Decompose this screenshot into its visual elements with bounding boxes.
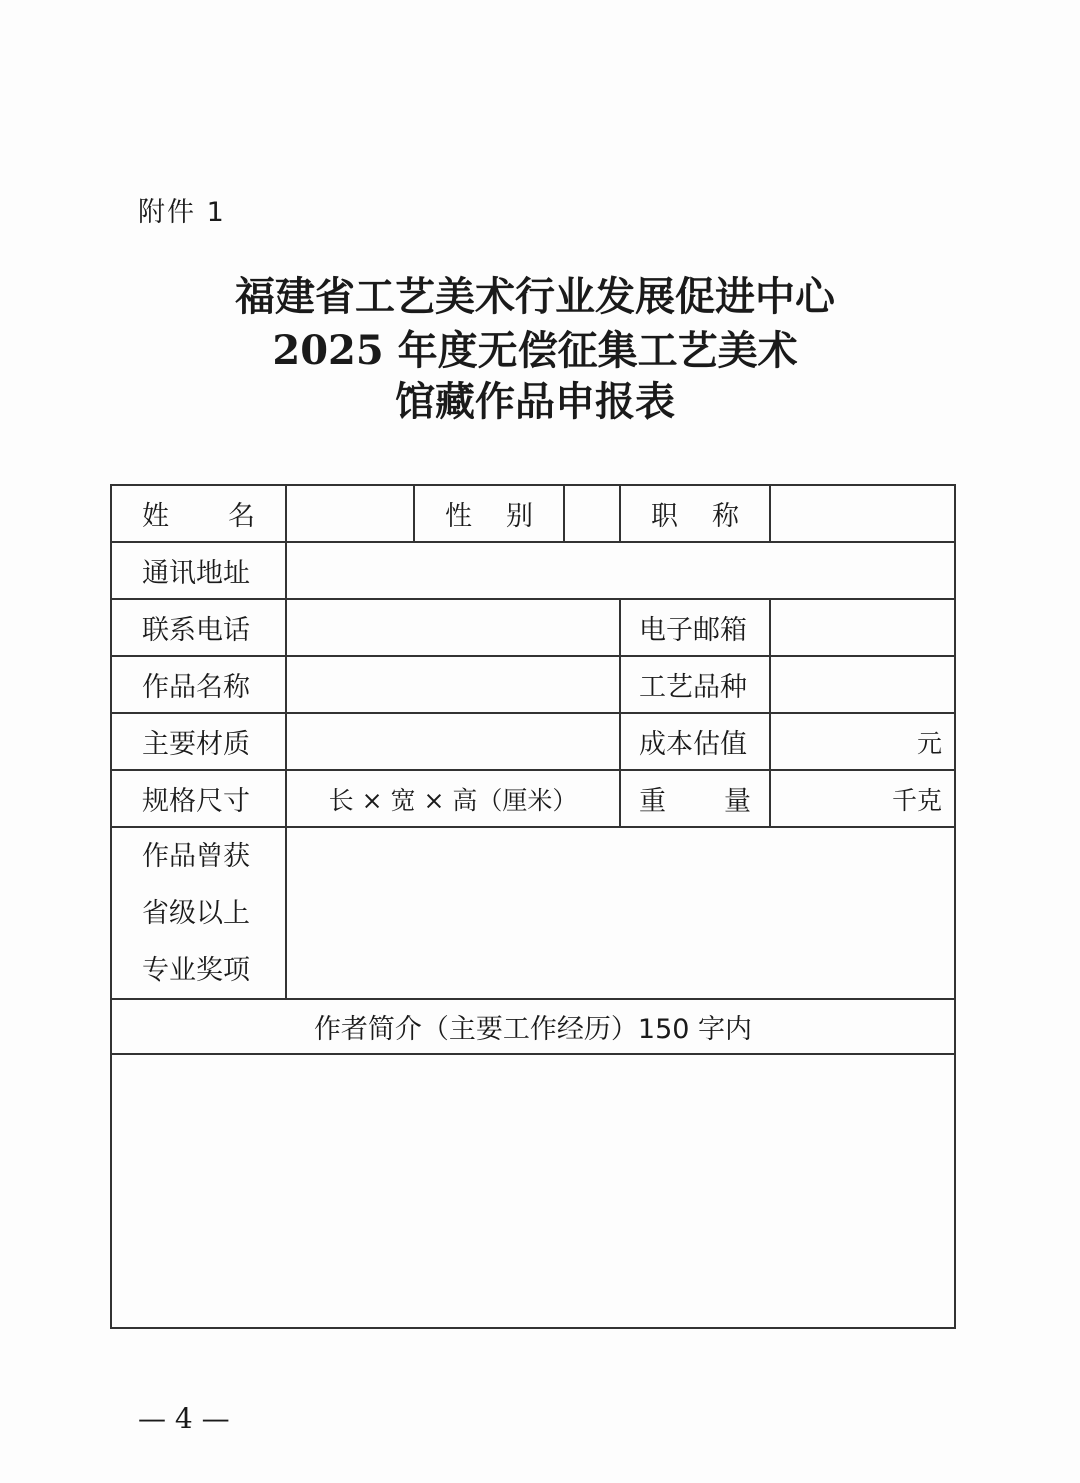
gender-label: 性 别 xyxy=(413,484,565,543)
material-field[interactable] xyxy=(285,712,621,771)
email-label: 电子邮箱 xyxy=(619,598,771,657)
awards-field[interactable] xyxy=(285,826,956,1000)
bio-header: 作者简介（主要工作经历）150 字内 xyxy=(110,998,956,1055)
phone-field[interactable] xyxy=(285,598,621,657)
page-number: — 4 — xyxy=(138,1402,230,1435)
gender-field[interactable] xyxy=(563,484,621,543)
job-title-label: 职 称 xyxy=(619,484,771,543)
size-field[interactable] xyxy=(285,769,621,828)
address-label: 通讯地址 xyxy=(110,541,287,600)
weight-unit: 千克 xyxy=(891,785,942,815)
name-field[interactable] xyxy=(285,484,415,543)
cost-label: 成本估值 xyxy=(619,712,771,771)
attachment-label: 附件 1 xyxy=(138,197,226,228)
weight-label: 重 量 xyxy=(619,769,771,828)
size-label: 规格尺寸 xyxy=(110,769,287,828)
weight-field[interactable] xyxy=(769,769,956,828)
name-label: 姓 名 xyxy=(110,484,287,543)
email-field[interactable] xyxy=(769,598,956,657)
size-hint: 长 × 宽 × 高（厘米） xyxy=(328,785,578,815)
awards-label: 作品曾获 省级以上 专业奖项 xyxy=(110,826,287,1000)
title-line-3: 馆藏作品申报表 xyxy=(395,378,675,425)
phone-label: 联系电话 xyxy=(110,598,287,657)
craft-type-label: 工艺品种 xyxy=(619,655,771,714)
title-line-2: 2025 年度无偿征集工艺美术 xyxy=(272,327,798,374)
craft-type-field[interactable] xyxy=(769,655,956,714)
cost-unit: 元 xyxy=(916,728,942,758)
cost-field[interactable] xyxy=(769,712,956,771)
work-name-field[interactable] xyxy=(285,655,621,714)
job-title-field[interactable] xyxy=(769,484,956,543)
title-line-1: 福建省工艺美术行业发展促进中心 xyxy=(235,273,835,320)
work-name-label: 作品名称 xyxy=(110,655,287,714)
address-field[interactable] xyxy=(285,541,956,600)
material-label: 主要材质 xyxy=(110,712,287,771)
bio-field[interactable] xyxy=(110,1053,956,1329)
